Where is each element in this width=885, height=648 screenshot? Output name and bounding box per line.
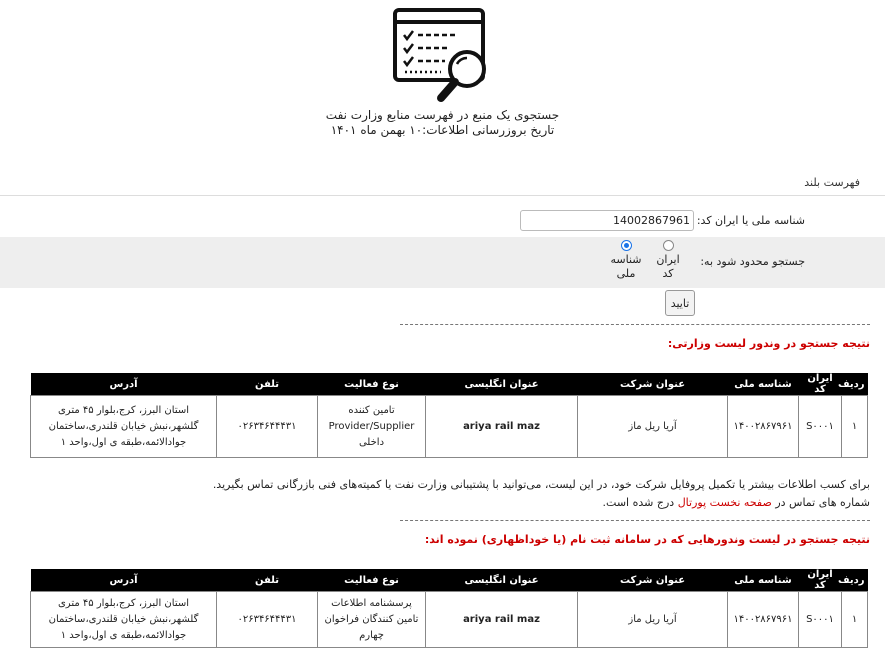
table-header-row [31,373,868,396]
cell-iran-code: S۰۰۰۱ [799,396,842,458]
cell-company: آریا ریل ماز [578,592,728,648]
national-id-row [0,206,885,236]
national-id-label: شناسه ملی یا ایران کد: [696,214,805,227]
info-line-2 [213,494,870,512]
header-english: عنوان انگلیسی [426,569,578,592]
header-address: آدرس [31,569,217,592]
ministry-results-table [30,373,868,458]
header-address: آدرس [31,373,217,396]
header-activity: نوع فعالیت [318,373,426,396]
cell-activity: پرسشنامه اطلاعات تامین کنندگان فراخوان چهارم [318,592,426,648]
cell-activity: تامین کننده Provider/Supplier داخلی [318,396,426,458]
ministry-results-title: نتیجه جستجو در وندور لیست وزارتی: [667,337,870,350]
header-iran-code: ایران کد [799,569,842,592]
cell-phone: ۰۲۶۳۴۶۴۴۴۳۱ [217,592,318,648]
header-activity: نوع فعالیت [318,569,426,592]
radio-iran-code[interactable] [649,240,687,281]
submit-button[interactable]: تایید [665,290,695,316]
cell-company: آریا ریل ماز [578,396,728,458]
search-restrict-label: جستجو محدود شود به: [700,255,805,268]
search-restrict-row [0,237,885,288]
cell-iran-code: S۰۰۰۱ [799,592,842,648]
info-line-2-post: درج شده است. [602,496,678,509]
radio-national-id[interactable] [607,240,645,281]
page-title: جستجوی یک منبع در فهرست منابع وزارت نفت [325,108,560,122]
cell-address: استان البرز، کرج،بلوار ۴۵ متری گلشهر،نبش خیابان قلندری،ساختمان جوادالائمه،طبقه ی اول،واحد ۱ [31,592,217,648]
portal-home-link[interactable]: صفحه نخست پورتال [677,496,772,509]
page-header [0,0,885,137]
radio-national-id-label-2: ملی [616,267,636,280]
header-english: عنوان انگلیسی [426,373,578,396]
divider [400,324,870,325]
checklist-search-icon [387,6,499,106]
cell-address: استان البرز، کرج،بلوار ۴۵ متری گلشهر،نبش خیابان قلندری،ساختمان جوادالائمه،طبقه ی اول،واحد ۱ [31,396,217,458]
header-company: عنوان شرکت [578,373,728,396]
cell-english: ariya rail maz [426,592,578,648]
header-iran-code: ایران کد [799,373,842,396]
table-row [31,396,868,458]
header-national-id: شناسه ملی [728,569,799,592]
cell-row-num: ۱ [842,396,868,458]
info-line-2-pre: شماره های تماس در [771,496,870,509]
update-date: تاریخ بروزرسانی اطلاعات:۱۰ بهمن ماه ۱۴۰۱ [330,123,555,137]
table-header-row [31,569,868,592]
cell-row-num: ۱ [842,592,868,648]
radio-iran-code-label: ایران [656,253,680,266]
info-line-1: برای کسب اطلاعات بیشتر یا تکمیل پروفایل شرکت خود، در این لیست، می‌توانید با پشتیبانی وزارت نفت یا کمیته‌های فنی بازرگانی تماس بگیرید. [212,478,870,491]
table-row [31,592,868,648]
registered-results-title: نتیجه جستجو در لیست وندورهایی که در سامانه ثبت نام (یا خوداظهاری) نموده اند: [424,533,870,546]
header-row-num: ردیف [842,373,868,396]
cell-national-id: ۱۴۰۰۲۸۶۷۹۶۱ [728,396,799,458]
header-national-id: شناسه ملی [728,373,799,396]
breadcrumb-bar [0,172,885,196]
radio-national-id-label: شناسه [610,253,642,266]
breadcrumb[interactable]: فهرست بلند [804,176,860,189]
header-row-num: ردیف [842,569,868,592]
registered-results-table [30,569,868,648]
radio-iran-code-dot[interactable] [663,240,674,251]
divider-2 [400,520,870,521]
national-id-input[interactable] [520,210,694,231]
header-phone: تلفن [217,373,318,396]
radio-national-id-dot[interactable] [621,240,632,251]
header-company: عنوان شرکت [578,569,728,592]
radio-iran-code-label-2: کد [662,267,674,280]
cell-english: ariya rail maz [426,396,578,458]
cell-phone: ۰۲۶۳۴۶۴۴۴۳۱ [217,396,318,458]
info-text [213,476,870,512]
cell-national-id: ۱۴۰۰۲۸۶۷۹۶۱ [728,592,799,648]
header-phone: تلفن [217,569,318,592]
